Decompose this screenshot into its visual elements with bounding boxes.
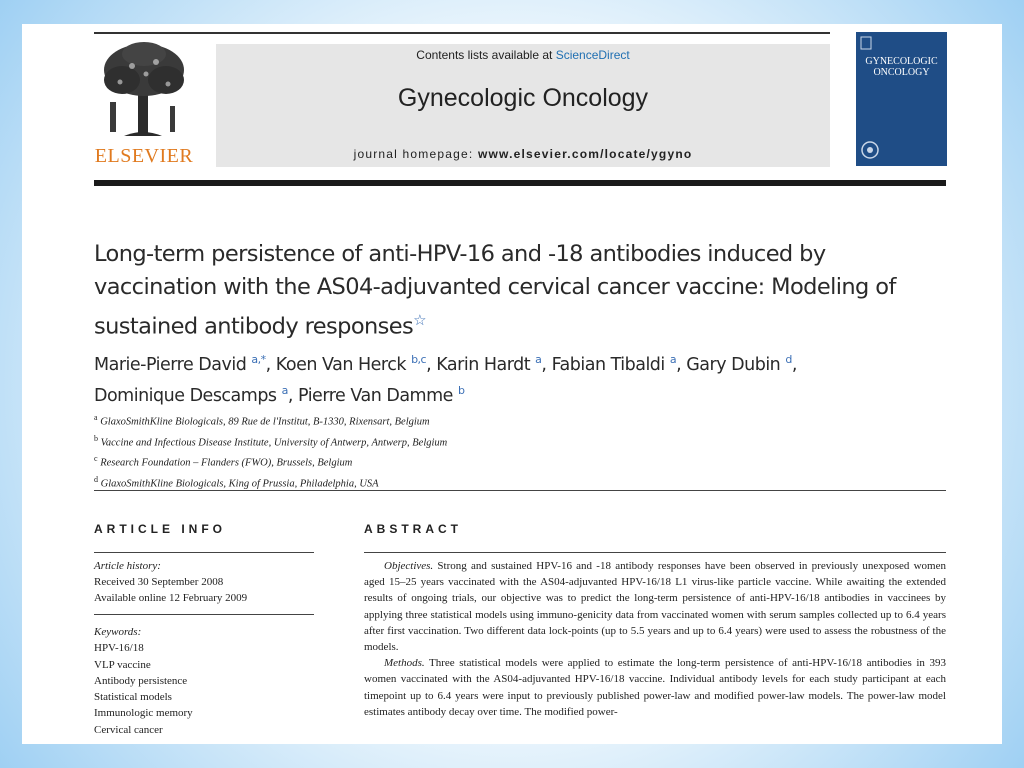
author-name: Dominique Descamps xyxy=(94,385,277,406)
keyword[interactable]: Immunologic memory xyxy=(94,707,193,720)
affiliation-text: GlaxoSmithKline Biologicals, 89 Rue de l'Institut, B-1330, Rixensart, Belgium xyxy=(100,416,430,428)
article-history xyxy=(94,558,314,606)
author-name: Koen Van Herck xyxy=(275,354,406,375)
affiliation-key: d xyxy=(94,474,98,484)
author-affil-mark: d xyxy=(785,353,792,366)
contents-prefix: Contents lists available at xyxy=(416,48,556,62)
author[interactable] xyxy=(552,355,677,375)
author[interactable] xyxy=(436,355,541,375)
author-separator: , xyxy=(791,354,797,375)
author-separator: , xyxy=(426,354,437,375)
author-name: Karin Hardt xyxy=(436,354,531,375)
affiliation-text: Vaccine and Infectious Disease Institute, University of Antwerp, Antwerp, Belgium xyxy=(100,437,448,448)
abstract-methods xyxy=(364,655,946,720)
homepage-url[interactable]: www.elsevier.com/locate/ygyno xyxy=(477,147,693,161)
title-footnote-star-icon[interactable]: ☆ xyxy=(413,311,426,329)
author-affil-mark: b xyxy=(457,383,465,397)
article-title xyxy=(94,238,954,344)
keyword[interactable]: HPV-16/18 xyxy=(94,642,144,655)
tree-icon xyxy=(94,40,194,144)
cover-emblem-icon xyxy=(860,140,880,160)
cover-title-line2: ONCOLOGY xyxy=(873,67,930,78)
abstract-heading: ABSTRACT xyxy=(364,522,462,536)
affiliation xyxy=(94,472,954,493)
available-date: Available online 12 February 2009 xyxy=(94,592,248,604)
journal-cover xyxy=(856,32,947,166)
author-affil-mark: a xyxy=(281,383,288,397)
objectives-text: Strong and sustained HPV-16 and -18 antibody responses have been observed in previously unexposed women aged 15–25 years vaccinated with the AS04-adjuvanted HPV-16/18 L1 virus-like particle vaccine. While awaiting the extended results of ongoing trials, our objective was to predict the long-term persistence of anti-HPV-16/18 antibodies in vaccinees by applying three statistical models using immuno-genicity data from vaccinated women with serum samples collected up to 6.4 years after first vaccination. Two different data lock-points (up to 5.5 years and up to 6.4 years) were used to assess the robustness of the models. xyxy=(364,560,946,654)
affiliation-text: GlaxoSmithKline Biologicals, King of Prussia, Philadelphia, USA xyxy=(100,478,379,489)
sciencedirect-link[interactable]: ScienceDirect xyxy=(555,48,630,62)
keywords-label: Keywords: xyxy=(94,626,142,638)
header-rule xyxy=(94,180,946,186)
author-name: Fabian Tibaldi xyxy=(551,354,665,375)
affiliation-key: b xyxy=(94,433,98,443)
article-info-rule xyxy=(94,552,314,553)
author[interactable] xyxy=(94,355,266,375)
section-rule xyxy=(94,490,946,491)
abstract-rule xyxy=(364,552,946,553)
cover-title xyxy=(856,56,947,78)
author[interactable] xyxy=(94,383,288,406)
cover-logo-icon xyxy=(860,36,872,50)
affiliation xyxy=(94,451,954,472)
journal-name: Gynecologic Oncology xyxy=(397,84,649,112)
affiliation-text: Research Foundation – Flanders (FWO), Brussels, Belgium xyxy=(100,457,353,469)
author-name: Marie-Pierre David xyxy=(94,354,247,375)
author-separator: , xyxy=(676,354,687,375)
affiliation-list xyxy=(94,410,954,492)
author-affil-mark: a xyxy=(669,353,677,366)
author[interactable] xyxy=(298,383,465,406)
keyword[interactable]: Cervical cancer xyxy=(94,723,163,736)
history-label: Article history: xyxy=(94,560,161,572)
abstract-body xyxy=(364,558,946,720)
affiliation xyxy=(94,410,954,431)
abstract-objectives xyxy=(364,558,946,655)
author-separator: , xyxy=(265,354,276,375)
journal-homepage xyxy=(216,147,830,161)
author-separator: , xyxy=(541,354,552,375)
contents-line xyxy=(216,48,830,62)
article-info-heading: ARTICLE INFO xyxy=(94,522,226,536)
keyword[interactable]: VLP vaccine xyxy=(94,658,151,671)
keywords-rule xyxy=(94,614,314,615)
keywords xyxy=(94,624,314,738)
objectives-label: Objectives. xyxy=(384,560,434,572)
author[interactable] xyxy=(686,355,792,375)
affiliation xyxy=(94,431,954,452)
keyword[interactable]: Statistical models xyxy=(94,691,172,704)
author-name: Pierre Van Damme xyxy=(298,385,453,406)
author-name: Gary Dubin xyxy=(686,354,781,375)
affiliation-key: a xyxy=(94,413,98,422)
journal-banner xyxy=(216,44,830,167)
article-page xyxy=(22,24,1002,744)
article-title-text: Long-term persistence of anti-HPV-16 and -18 antibodies induced by vaccination with the AS04-adjuvanted cervical cancer vaccine: Modeling of sustained antibody responses xyxy=(94,241,896,340)
author[interactable] xyxy=(276,355,426,375)
keyword[interactable]: Antibody persistence xyxy=(94,674,188,687)
methods-label: Methods. xyxy=(384,657,425,670)
methods-text: Three statistical models were applied to estimate the long-term persistence of anti-HPV-16/18 antibodies in 393 women vaccinated with the AS04-adjuvanted HPV-16/18 vaccine. Individual antibody levels for each study participant at each timepoint up to 6.4 years were input to previously published power-law and modified power-law models. The power-law model estimates antibody decay over time. The modified power- xyxy=(364,657,946,718)
affiliation-key: c xyxy=(94,454,98,463)
publisher-name: ELSEVIER xyxy=(94,145,194,167)
top-rule xyxy=(94,32,830,34)
received-date: Received 30 September 2008 xyxy=(94,576,224,588)
cover-title-line1: GYNECOLOGIC xyxy=(865,56,938,67)
author-affil-mark: a,* xyxy=(251,353,266,366)
author-affil-mark: a xyxy=(535,353,542,366)
author-separator: , xyxy=(287,385,299,406)
author-affil-mark: b,c xyxy=(411,353,427,366)
author-list xyxy=(94,347,954,409)
homepage-label: journal homepage: xyxy=(353,147,474,161)
elsevier-logo xyxy=(94,40,194,168)
